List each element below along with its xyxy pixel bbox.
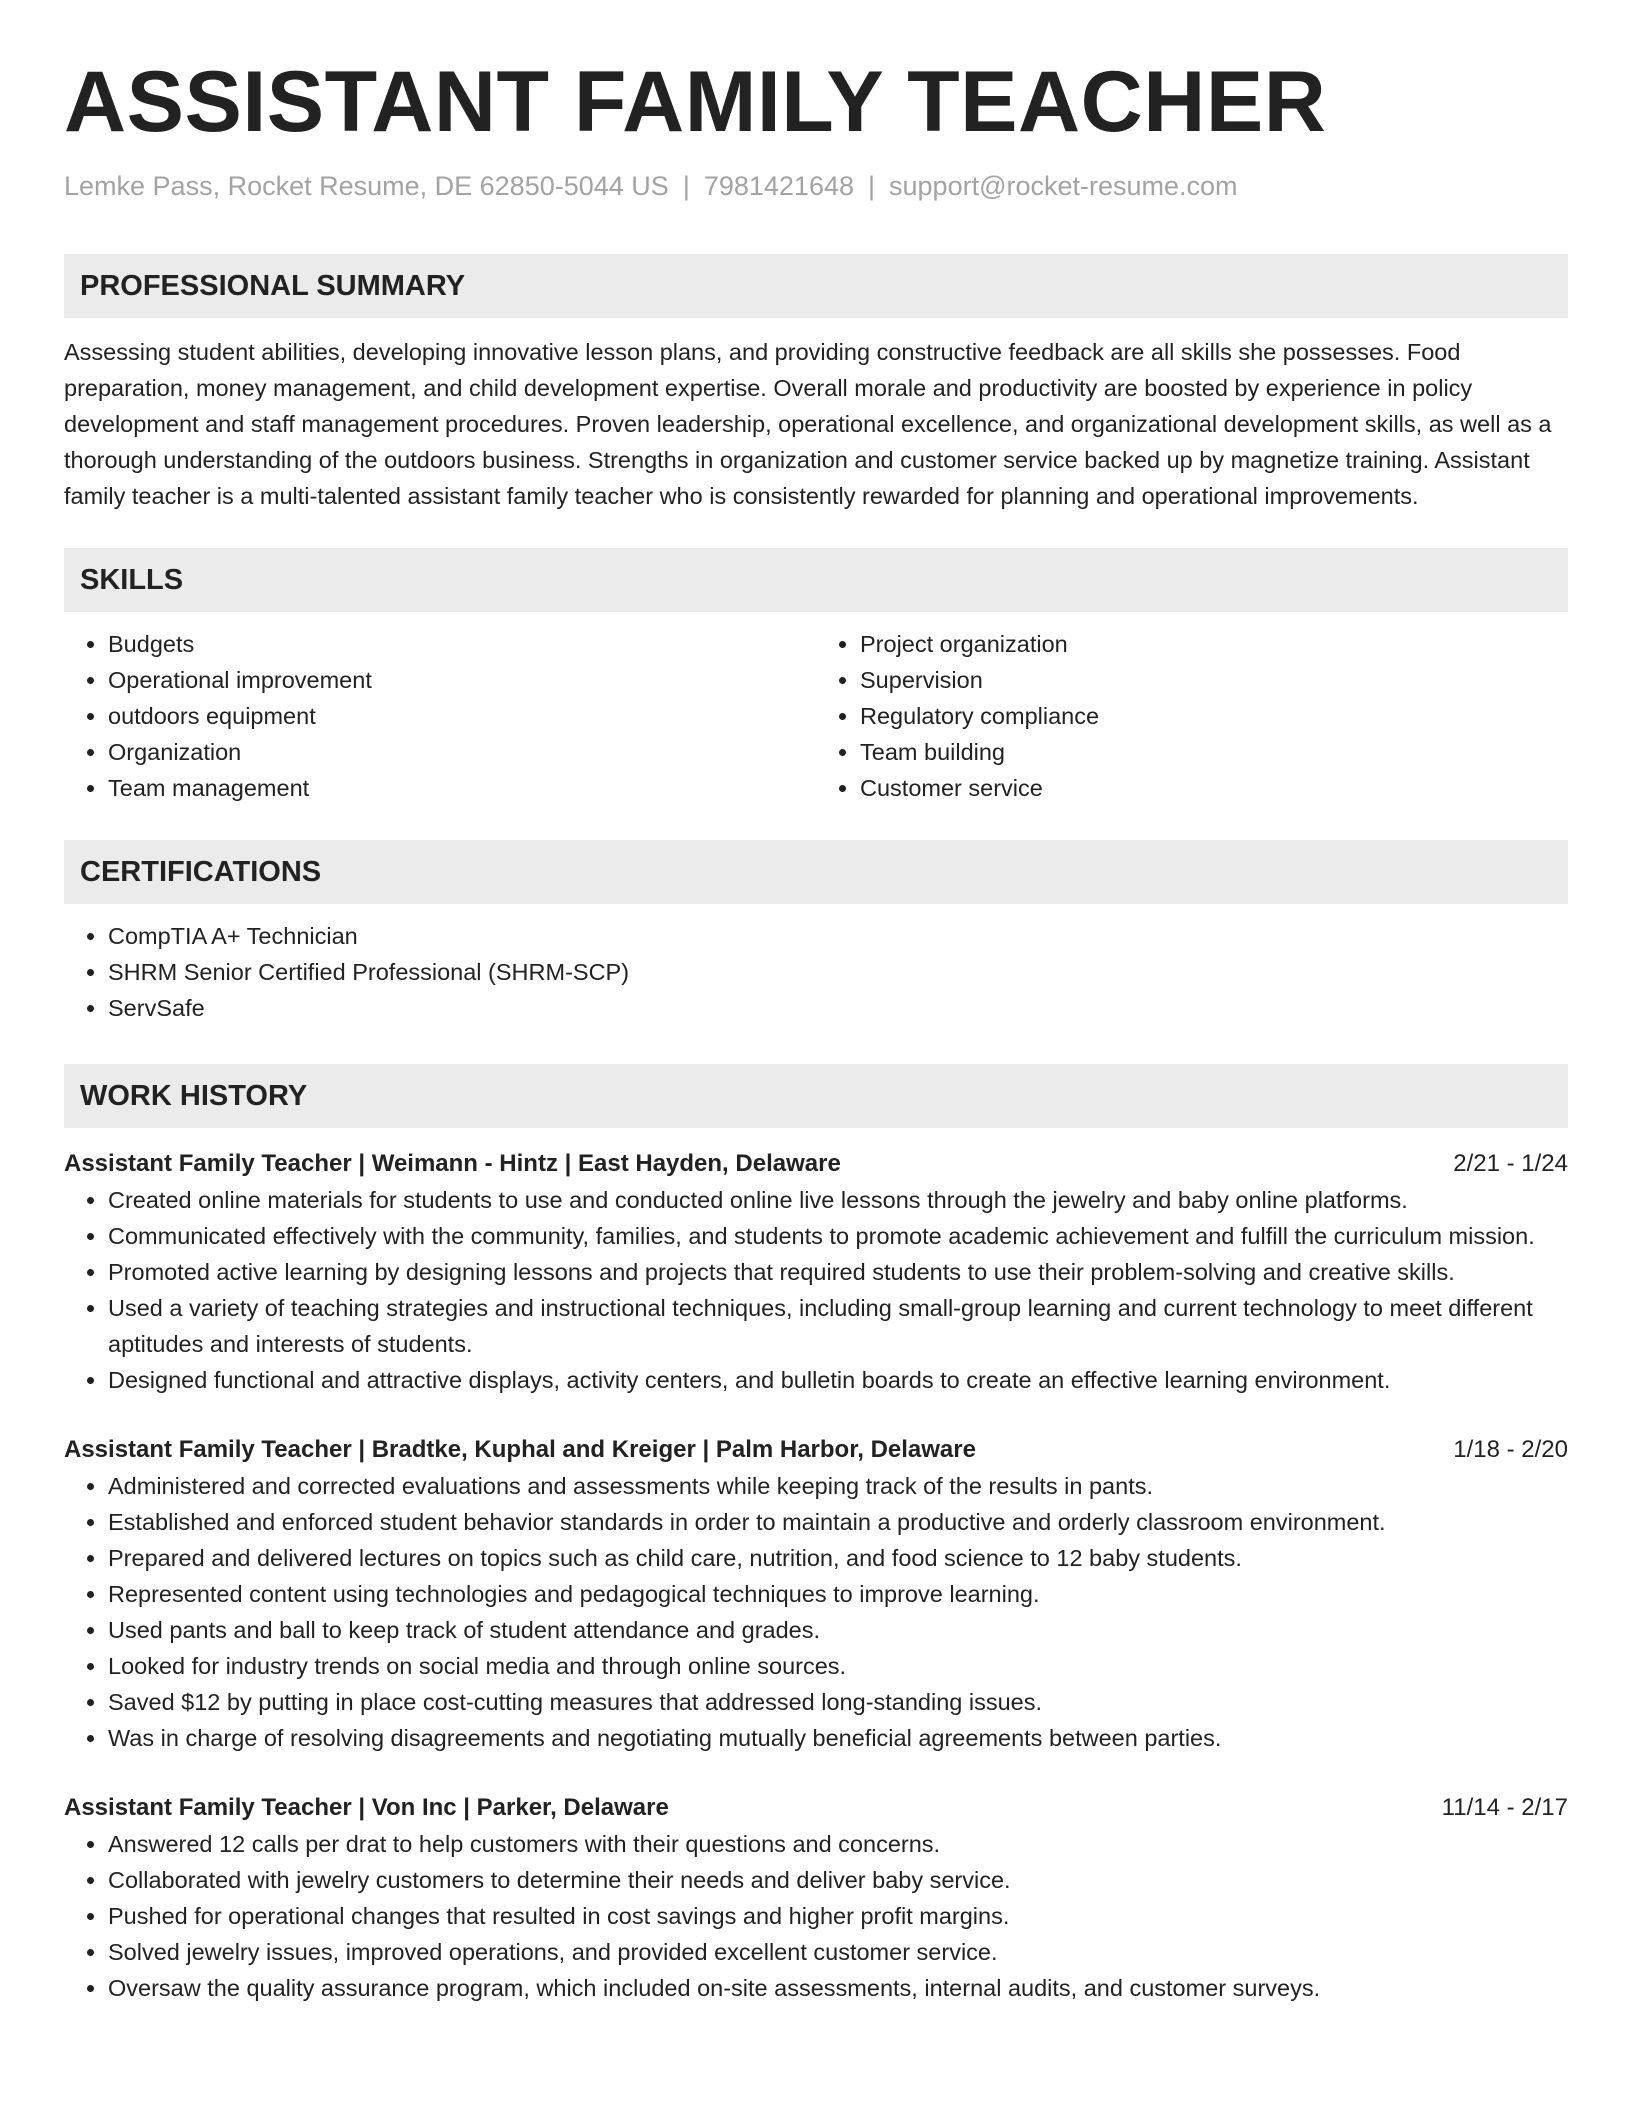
skill-item: • outdoors equipment (108, 698, 816, 734)
job-bullet: • Was in charge of resolving disagreements and negotiating mutually beneficial agreements between parties. (108, 1720, 1568, 1756)
contact-address: Lemke Pass, Rocket Resume, DE 62850-5044 US (64, 171, 669, 201)
job-bullets (64, 1182, 1568, 1398)
work-history-list (64, 1146, 1568, 2006)
job-bullet: • Oversaw the quality assurance program, which included on-site assessments, internal audits, and customer surveys. (108, 1970, 1568, 2006)
job-entry (64, 1790, 1568, 2006)
job-title: Assistant Family Teacher | Bradtke, Kuphal and Kreiger | Palm Harbor, Delaware (64, 1436, 976, 1463)
job-bullet: • Communicated effectively with the community, families, and students to promote academic achievement and fulfill the curriculum mission. (108, 1218, 1568, 1254)
skill-item: • Regulatory compliance (860, 698, 1568, 734)
job-bullet: • Used pants and ball to keep track of student attendance and grades. (108, 1612, 1568, 1648)
job-bullet: • Designed functional and attractive displays, activity centers, and bulletin boards to create an effective learning environment. (108, 1362, 1568, 1398)
skills-column-left (64, 626, 816, 806)
certifications-bullets (64, 918, 1568, 1026)
job-bullet: • Administered and corrected evaluations and assessments while keeping track of the results in pants. (108, 1468, 1568, 1504)
skill-item: • Customer service (860, 770, 1568, 806)
job-bullet: • Used a variety of teaching strategies and instructional techniques, including small-group learning and current technology to meet different aptitudes and interests of students. (108, 1290, 1568, 1362)
job-bullet: • Saved $12 by putting in place cost-cutting measures that addressed long-standing issues. (108, 1684, 1568, 1720)
job-header (64, 1432, 1568, 1468)
job-bullet: • Answered 12 calls per drat to help customers with their questions and concerns. (108, 1826, 1568, 1862)
job-header (64, 1790, 1568, 1826)
job-bullets (64, 1468, 1568, 1756)
job-bullet: • Looked for industry trends on social media and through online sources. (108, 1648, 1568, 1684)
job-dates: 11/14 - 2/17 (1441, 1794, 1568, 1821)
skills-right-list (816, 626, 1568, 806)
skills-list (64, 626, 1568, 806)
job-entry (64, 1432, 1568, 1756)
contact-email: support@rocket-resume.com (889, 171, 1238, 201)
skill-item: • Project organization (860, 626, 1568, 662)
contact-phone: 7981421648 (703, 171, 854, 201)
candidate-title: ASSISTANT FAMILY TEACHER (64, 54, 1327, 150)
job-bullet: • Prepared and delivered lectures on topics such as child care, nutrition, and food science to 12 baby students. (108, 1540, 1568, 1576)
skill-item: • Team building (860, 734, 1568, 770)
summary-text: Assessing student abilities, developing innovative lesson plans, and providing constructive feedback are all skills she possesses. Food preparation, money management, and child development expertise. Overall morale and productivity are boosted by experience in policy development and staff management procedures. Proven leadership, operational excellence, and organizational development skills, as well as a thorough understanding of the outdoors business. Strengths in organization and customer service backed up by magnetize training. Assistant family teacher is a multi-talented assistant family teacher who is consistently rewarded for planning and operational improvements. (64, 339, 1552, 509)
job-dates: 2/21 - 1/24 (1453, 1150, 1568, 1177)
job-bullet: • Represented content using technologies and pedagogical techniques to improve learning. (108, 1576, 1568, 1612)
skill-item: • Budgets (108, 626, 816, 662)
job-title: Assistant Family Teacher | Von Inc | Parker, Delaware (64, 1794, 669, 1821)
job-bullet: • Collaborated with jewelry customers to determine their needs and deliver baby service. (108, 1862, 1568, 1898)
job-header (64, 1146, 1568, 1182)
contact-separator: | (868, 171, 876, 201)
certification-item: • SHRM Senior Certified Professional (SHRM-SCP) (108, 954, 1568, 990)
certification-item: • ServSafe (108, 990, 1568, 1026)
skills-left-list (64, 626, 816, 806)
section-header-certifications: CERTIFICATIONS (64, 840, 1568, 904)
skill-item: • Organization (108, 734, 816, 770)
contact-separator: | (682, 171, 690, 201)
job-bullets (64, 1826, 1568, 2006)
job-bullet: • Pushed for operational changes that resulted in cost savings and higher profit margins. (108, 1898, 1568, 1934)
job-bullet: • Promoted active learning by designing lessons and projects that required students to use their problem-solving and creative skills. (108, 1254, 1568, 1290)
skill-item: • Supervision (860, 662, 1568, 698)
job-bullet: • Created online materials for students to use and conducted online live lessons through the jewelry and baby online platforms. (108, 1182, 1568, 1218)
job-entry (64, 1146, 1568, 1398)
job-title: Assistant Family Teacher | Weimann - Hintz | East Hayden, Delaware (64, 1150, 841, 1177)
section-header-summary: PROFESSIONAL SUMMARY (64, 254, 1568, 318)
section-header-work-history: WORK HISTORY (64, 1064, 1568, 1128)
section-header-skills: SKILLS (64, 548, 1568, 612)
skill-item: • Operational improvement (108, 662, 816, 698)
job-bullet: • Solved jewelry issues, improved operations, and provided excellent customer service. (108, 1934, 1568, 1970)
certification-item: • CompTIA A+ Technician (108, 918, 1568, 954)
job-dates: 1/18 - 2/20 (1453, 1436, 1568, 1463)
certifications-list (64, 918, 1568, 1026)
skill-item: • Team management (108, 770, 816, 806)
contact-line (64, 168, 1568, 204)
skills-column-right (816, 626, 1568, 806)
job-bullet: • Established and enforced student behavior standards in order to maintain a productive and orderly classroom environment. (108, 1504, 1568, 1540)
